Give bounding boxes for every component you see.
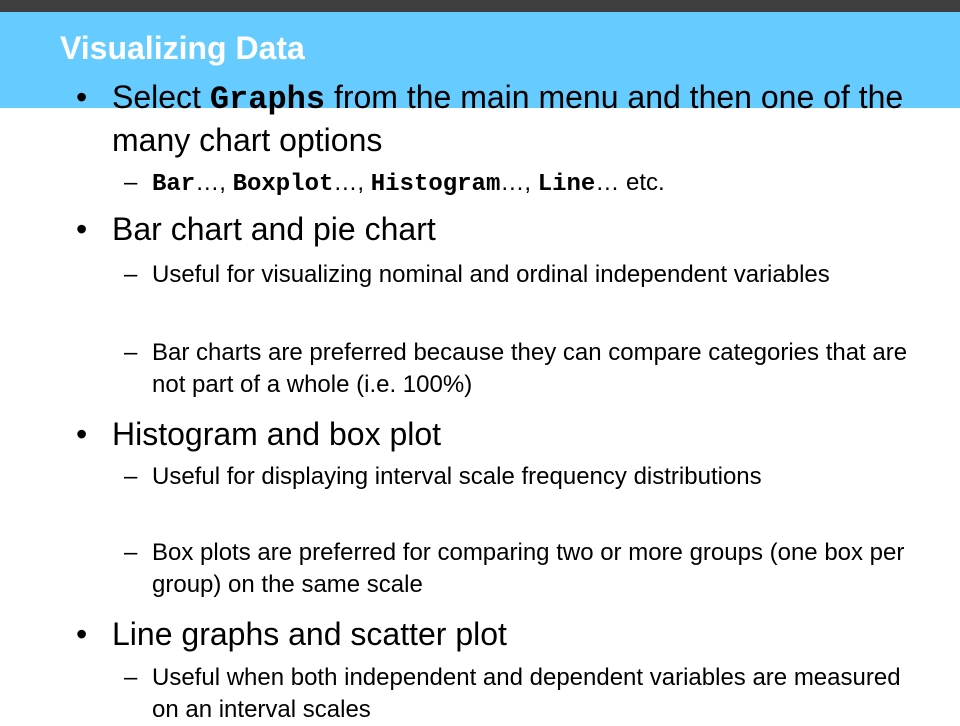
subitem-text: Useful for visualizing nominal and ordinal independent variables <box>152 261 830 288</box>
option-separator: …, <box>195 169 233 196</box>
subitem-text: Bar charts are preferred because they can compare categories that are not part of a whole (i.e. 100%) <box>152 339 908 398</box>
item-text-before: Select <box>112 79 210 115</box>
bullet-item-line-scatter <box>76 614 912 654</box>
item-text-after: from the main menu and then one of the many chart options <box>112 79 904 158</box>
subitem-text: Useful for displaying interval scale frequency distributions <box>152 463 762 490</box>
option-line: Line <box>537 171 596 198</box>
option-histogram: Histogram <box>370 171 501 198</box>
item-text: Line graphs and scatter plot <box>112 616 507 652</box>
option-separator: …, <box>333 169 371 196</box>
subitem-text: Box plots are preferred for comparing two or more groups (one box per group) on the same scale <box>152 539 905 598</box>
bullet-item-histogram-box <box>76 414 912 454</box>
subitem-histogram-usage <box>124 461 912 493</box>
bullet-icon: • <box>76 211 88 247</box>
slide-title: Visualizing Data <box>60 30 305 66</box>
bullet-item-bar-pie <box>76 209 912 249</box>
item-text: Bar chart and pie chart <box>112 211 436 247</box>
dash-icon: – <box>124 169 138 196</box>
dash-icon: – <box>124 339 138 366</box>
item-text: Histogram and box plot <box>112 416 442 452</box>
bullet-item-graphs-menu <box>76 77 912 160</box>
dash-icon: – <box>124 261 138 288</box>
bullet-icon: • <box>76 79 88 115</box>
dash-icon: – <box>124 539 138 566</box>
subitem-line-usage <box>124 662 912 726</box>
subitem-text: Useful when both independent and dependent variables are measured on an interval scales <box>152 664 901 723</box>
subitem-chart-options <box>124 167 912 201</box>
bullet-icon: • <box>76 416 88 452</box>
dash-icon: – <box>124 664 138 691</box>
bullet-icon: • <box>76 616 88 652</box>
subitem-boxplot-preferred <box>124 537 912 601</box>
option-boxplot: Boxplot <box>232 171 334 198</box>
option-etc: … etc. <box>595 169 665 196</box>
option-bar: Bar <box>152 171 196 198</box>
item-code-graphs: Graphs <box>209 81 326 118</box>
dash-icon: – <box>124 463 138 490</box>
option-separator: …, <box>500 169 538 196</box>
subitem-bar-preferred <box>124 337 912 401</box>
subitem-bar-pie-usage <box>124 259 912 291</box>
